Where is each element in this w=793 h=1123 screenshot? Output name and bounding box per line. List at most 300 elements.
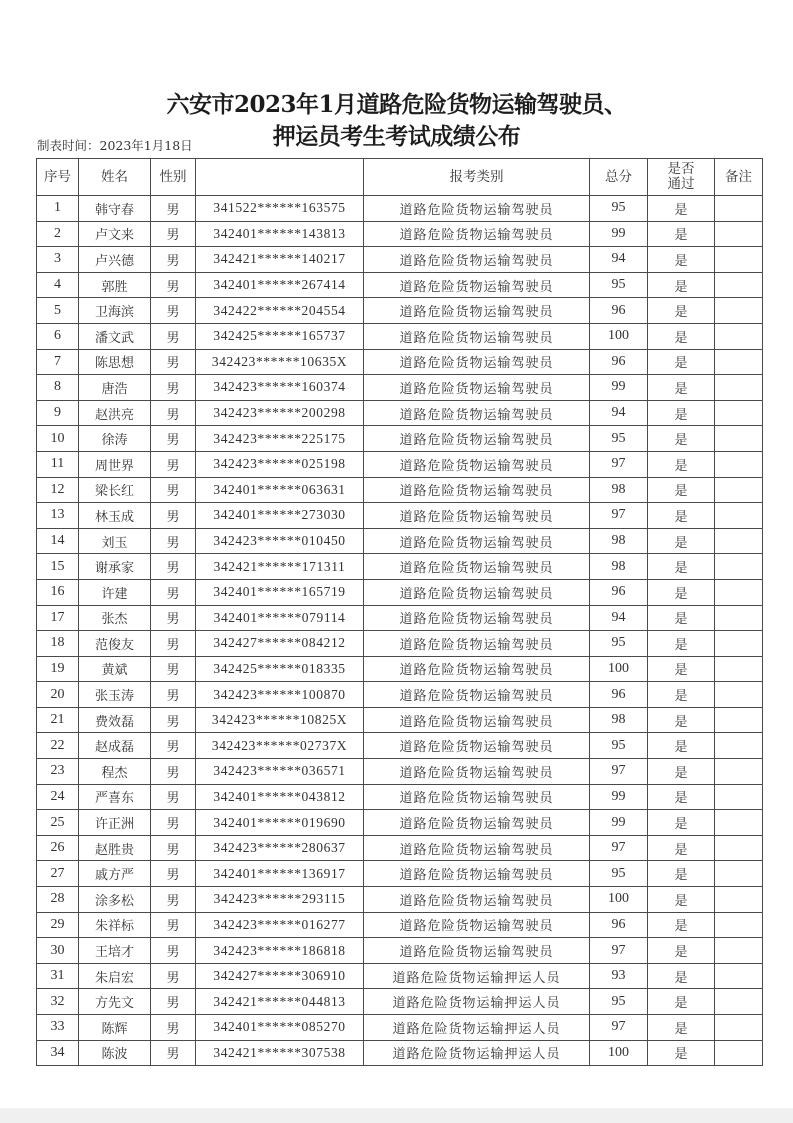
cell-category: 道路危险货物运输押运人员 [364, 1015, 590, 1041]
cell-category: 道路危险货物运输驾驶员 [364, 733, 590, 759]
table-row [37, 912, 763, 938]
cell-name: 潘文武 [79, 323, 151, 349]
cell-passed: 是 [648, 835, 715, 861]
cell-score: 95 [590, 733, 648, 759]
cell-remark [715, 477, 763, 503]
cell-passed: 是 [648, 579, 715, 605]
cell-score: 100 [590, 656, 648, 682]
cell-name: 黄斌 [79, 656, 151, 682]
cell-category: 道路危险货物运输押运人员 [364, 1040, 590, 1066]
cell-passed: 是 [648, 375, 715, 401]
table-row [37, 323, 763, 349]
table-row [37, 221, 763, 247]
cell-remark [715, 503, 763, 529]
cell-passed: 是 [648, 426, 715, 452]
cell-remark [715, 298, 763, 324]
table-row [37, 554, 763, 580]
cell-gender: 男 [151, 528, 196, 554]
cell-name: 戚方严 [79, 861, 151, 887]
cell-remark [715, 989, 763, 1015]
cell-category: 道路危险货物运输驾驶员 [364, 810, 590, 836]
table-row [37, 656, 763, 682]
cell-passed: 是 [648, 272, 715, 298]
cell-passed: 是 [648, 861, 715, 887]
cell-passed: 是 [648, 528, 715, 554]
cell-gender: 男 [151, 682, 196, 708]
cell-seq: 10 [37, 426, 79, 452]
cell-remark [715, 247, 763, 273]
cell-id: 342425******018335 [196, 656, 364, 682]
cell-seq: 28 [37, 887, 79, 913]
cell-seq: 3 [37, 247, 79, 273]
table-row [37, 784, 763, 810]
cell-remark [715, 605, 763, 631]
cell-id: 342401******063631 [196, 477, 364, 503]
cell-score: 95 [590, 426, 648, 452]
cell-remark [715, 835, 763, 861]
cell-passed: 是 [648, 247, 715, 273]
cell-score: 99 [590, 784, 648, 810]
cell-gender: 男 [151, 477, 196, 503]
cell-name: 张玉涛 [79, 682, 151, 708]
cell-passed: 是 [648, 682, 715, 708]
cell-name: 费效磊 [79, 707, 151, 733]
cell-seq: 13 [37, 503, 79, 529]
table-row [37, 631, 763, 657]
cell-id: 342423******293115 [196, 887, 364, 913]
cell-seq: 12 [37, 477, 79, 503]
cell-remark [715, 810, 763, 836]
cell-seq: 17 [37, 605, 79, 631]
cell-gender: 男 [151, 451, 196, 477]
cell-category: 道路危险货物运输驾驶员 [364, 451, 590, 477]
cell-passed: 是 [648, 1015, 715, 1041]
cell-name: 朱祥标 [79, 912, 151, 938]
cell-score: 96 [590, 298, 648, 324]
cell-seq: 31 [37, 963, 79, 989]
cell-passed: 是 [648, 554, 715, 580]
cell-passed: 是 [648, 733, 715, 759]
table-row [37, 375, 763, 401]
cell-score: 98 [590, 554, 648, 580]
cell-id: 342401******267414 [196, 272, 364, 298]
cell-score: 97 [590, 503, 648, 529]
header-category: 报考类别 [364, 159, 590, 196]
cell-gender: 男 [151, 733, 196, 759]
cell-score: 97 [590, 759, 648, 785]
cell-passed: 是 [648, 349, 715, 375]
cell-score: 98 [590, 477, 648, 503]
cell-score: 96 [590, 579, 648, 605]
cell-name: 梁长红 [79, 477, 151, 503]
table-row [37, 477, 763, 503]
table-row [37, 349, 763, 375]
cell-seq: 25 [37, 810, 79, 836]
cell-category: 道路危险货物运输驾驶员 [364, 503, 590, 529]
cell-id: 342401******019690 [196, 810, 364, 836]
cell-seq: 27 [37, 861, 79, 887]
cell-score: 96 [590, 682, 648, 708]
cell-id: 342423******100870 [196, 682, 364, 708]
table-row [37, 989, 763, 1015]
cell-seq: 14 [37, 528, 79, 554]
cell-remark [715, 323, 763, 349]
cell-category: 道路危险货物运输驾驶员 [364, 554, 590, 580]
cell-score: 97 [590, 938, 648, 964]
cell-name: 刘玉 [79, 528, 151, 554]
cell-passed: 是 [648, 784, 715, 810]
cell-id: 342401******085270 [196, 1015, 364, 1041]
cell-seq: 8 [37, 375, 79, 401]
cell-gender: 男 [151, 503, 196, 529]
cell-category: 道路危险货物运输驾驶员 [364, 835, 590, 861]
header-score: 总分 [590, 159, 648, 196]
cell-name: 林玉成 [79, 503, 151, 529]
cell-passed: 是 [648, 400, 715, 426]
cell-score: 93 [590, 963, 648, 989]
cell-name: 谢承家 [79, 554, 151, 580]
cell-id: 342427******306910 [196, 963, 364, 989]
cell-seq: 7 [37, 349, 79, 375]
cell-gender: 男 [151, 989, 196, 1015]
cell-category: 道路危险货物运输驾驶员 [364, 477, 590, 503]
cell-remark [715, 400, 763, 426]
table-row [37, 1015, 763, 1041]
table-body [37, 196, 763, 1066]
header-seq: 序号 [37, 159, 79, 196]
cell-seq: 1 [37, 196, 79, 222]
table-row [37, 528, 763, 554]
cell-score: 98 [590, 528, 648, 554]
cell-score: 97 [590, 451, 648, 477]
cell-seq: 6 [37, 323, 79, 349]
cell-seq: 18 [37, 631, 79, 657]
cell-passed: 是 [648, 605, 715, 631]
cell-gender: 男 [151, 323, 196, 349]
cell-score: 99 [590, 375, 648, 401]
cell-remark [715, 528, 763, 554]
cell-id: 342427******084212 [196, 631, 364, 657]
cell-passed: 是 [648, 707, 715, 733]
header-gender: 性别 [151, 159, 196, 196]
cell-gender: 男 [151, 861, 196, 887]
table-row [37, 1040, 763, 1066]
cell-gender: 男 [151, 221, 196, 247]
cell-category: 道路危险货物运输驾驶员 [364, 426, 590, 452]
cell-gender: 男 [151, 1040, 196, 1066]
cell-id: 342423******036571 [196, 759, 364, 785]
cell-gender: 男 [151, 707, 196, 733]
cell-passed: 是 [648, 989, 715, 1015]
cell-score: 97 [590, 1015, 648, 1041]
cell-remark [715, 759, 763, 785]
cell-category: 道路危险货物运输驾驶员 [364, 196, 590, 222]
cell-gender: 男 [151, 426, 196, 452]
cell-seq: 33 [37, 1015, 79, 1041]
cell-seq: 29 [37, 912, 79, 938]
cell-gender: 男 [151, 400, 196, 426]
cell-name: 赵洪亮 [79, 400, 151, 426]
table-row [37, 503, 763, 529]
table-row [37, 400, 763, 426]
cell-name: 卢文来 [79, 221, 151, 247]
cell-name: 陈思想 [79, 349, 151, 375]
cell-name: 赵成磊 [79, 733, 151, 759]
cell-score: 95 [590, 989, 648, 1015]
cell-seq: 11 [37, 451, 79, 477]
cell-name: 范俊友 [79, 631, 151, 657]
cell-category: 道路危险货物运输驾驶员 [364, 631, 590, 657]
cell-name: 韩守春 [79, 196, 151, 222]
cell-seq: 26 [37, 835, 79, 861]
table-row [37, 707, 763, 733]
cell-score: 98 [590, 707, 648, 733]
cell-passed: 是 [648, 298, 715, 324]
cell-score: 95 [590, 196, 648, 222]
header-passed-line2: 通过 [667, 176, 695, 192]
cell-gender: 男 [151, 631, 196, 657]
cell-name: 涂多松 [79, 887, 151, 913]
cell-id: 342421******171311 [196, 554, 364, 580]
cell-category: 道路危险货物运输驾驶员 [364, 221, 590, 247]
cell-score: 100 [590, 887, 648, 913]
cell-remark [715, 375, 763, 401]
header-passed [648, 159, 715, 196]
cell-remark [715, 221, 763, 247]
cell-id: 342423******010450 [196, 528, 364, 554]
cell-score: 95 [590, 861, 648, 887]
cell-passed: 是 [648, 759, 715, 785]
cell-score: 96 [590, 349, 648, 375]
cell-name: 徐涛 [79, 426, 151, 452]
cell-score: 99 [590, 221, 648, 247]
cell-score: 94 [590, 605, 648, 631]
cell-id: 341522******163575 [196, 196, 364, 222]
cell-passed: 是 [648, 503, 715, 529]
cell-gender: 男 [151, 605, 196, 631]
cell-seq: 30 [37, 938, 79, 964]
cell-passed: 是 [648, 477, 715, 503]
cell-remark [715, 707, 763, 733]
cell-name: 许建 [79, 579, 151, 605]
cell-category: 道路危险货物运输驾驶员 [364, 682, 590, 708]
cell-category: 道路危险货物运输驾驶员 [364, 759, 590, 785]
cell-id: 342423******02737X [196, 733, 364, 759]
cell-seq: 22 [37, 733, 79, 759]
cell-passed: 是 [648, 963, 715, 989]
cell-category: 道路危险货物运输驾驶员 [364, 605, 590, 631]
cell-category: 道路危险货物运输驾驶员 [364, 912, 590, 938]
cell-seq: 32 [37, 989, 79, 1015]
cell-id: 342423******280637 [196, 835, 364, 861]
table-row [37, 938, 763, 964]
cell-name: 方先文 [79, 989, 151, 1015]
cell-id: 342421******307538 [196, 1040, 364, 1066]
cell-gender: 男 [151, 656, 196, 682]
table-row [37, 451, 763, 477]
cell-name: 朱启宏 [79, 963, 151, 989]
cell-id: 342401******273030 [196, 503, 364, 529]
cell-gender: 男 [151, 554, 196, 580]
cell-gender: 男 [151, 247, 196, 273]
cell-gender: 男 [151, 938, 196, 964]
cell-remark [715, 196, 763, 222]
cell-category: 道路危险货物运输驾驶员 [364, 349, 590, 375]
cell-remark [715, 554, 763, 580]
cell-seq: 21 [37, 707, 79, 733]
cell-score: 100 [590, 323, 648, 349]
table-row [37, 605, 763, 631]
cell-category: 道路危险货物运输驾驶员 [364, 375, 590, 401]
cell-remark [715, 682, 763, 708]
cell-remark [715, 861, 763, 887]
cell-name: 张杰 [79, 605, 151, 631]
cell-remark [715, 579, 763, 605]
cell-name: 赵胜贵 [79, 835, 151, 861]
cell-category: 道路危险货物运输驾驶员 [364, 272, 590, 298]
cell-score: 95 [590, 272, 648, 298]
cell-remark [715, 733, 763, 759]
table-row [37, 682, 763, 708]
cell-seq: 2 [37, 221, 79, 247]
cell-category: 道路危险货物运输驾驶员 [364, 887, 590, 913]
cell-passed: 是 [648, 912, 715, 938]
cell-passed: 是 [648, 810, 715, 836]
cell-remark [715, 451, 763, 477]
header-name: 姓名 [79, 159, 151, 196]
header-row [37, 159, 763, 196]
cell-category: 道路危险货物运输押运人员 [364, 989, 590, 1015]
cell-passed: 是 [648, 938, 715, 964]
cell-gender: 男 [151, 784, 196, 810]
made-time: 制表时间：2023年1月18日 [37, 138, 193, 153]
cell-gender: 男 [151, 298, 196, 324]
cell-name: 陈辉 [79, 1015, 151, 1041]
cell-id: 342423******016277 [196, 912, 364, 938]
cell-name: 郭胜 [79, 272, 151, 298]
cell-passed: 是 [648, 221, 715, 247]
cell-id: 342421******044813 [196, 989, 364, 1015]
cell-passed: 是 [648, 196, 715, 222]
cell-gender: 男 [151, 375, 196, 401]
cell-passed: 是 [648, 323, 715, 349]
cell-remark [715, 1040, 763, 1066]
page-title-line-1: 六安市2023年1月道路危险货物运输驾驶员、 [166, 91, 627, 118]
cell-passed: 是 [648, 1040, 715, 1066]
cell-id: 342425******165737 [196, 323, 364, 349]
cell-remark [715, 938, 763, 964]
table-row [37, 426, 763, 452]
cell-name: 卢兴德 [79, 247, 151, 273]
cell-remark [715, 656, 763, 682]
cell-passed: 是 [648, 656, 715, 682]
cell-seq: 19 [37, 656, 79, 682]
cell-seq: 34 [37, 1040, 79, 1066]
cell-id: 342423******10635X [196, 349, 364, 375]
cell-remark [715, 426, 763, 452]
table-row [37, 963, 763, 989]
cell-seq: 15 [37, 554, 79, 580]
cell-id: 342423******10825X [196, 707, 364, 733]
cell-gender: 男 [151, 349, 196, 375]
cell-category: 道路危险货物运输驾驶员 [364, 656, 590, 682]
cell-id: 342401******079114 [196, 605, 364, 631]
cell-category: 道路危险货物运输驾驶员 [364, 323, 590, 349]
table-row [37, 298, 763, 324]
cell-seq: 16 [37, 579, 79, 605]
cell-score: 99 [590, 810, 648, 836]
cell-category: 道路危险货物运输驾驶员 [364, 579, 590, 605]
table-row [37, 810, 763, 836]
table-row [37, 579, 763, 605]
cell-gender: 男 [151, 579, 196, 605]
cell-id: 342423******200298 [196, 400, 364, 426]
cell-category: 道路危险货物运输驾驶员 [364, 298, 590, 324]
cell-seq: 5 [37, 298, 79, 324]
cell-score: 96 [590, 912, 648, 938]
cell-remark [715, 784, 763, 810]
header-remark: 备注 [715, 159, 763, 196]
cell-name: 许正洲 [79, 810, 151, 836]
cell-category: 道路危险货物运输驾驶员 [364, 528, 590, 554]
table-row [37, 733, 763, 759]
cell-gender: 男 [151, 912, 196, 938]
cell-category: 道路危险货物运输驾驶员 [364, 784, 590, 810]
cell-gender: 男 [151, 963, 196, 989]
cell-id: 342422******204554 [196, 298, 364, 324]
cell-id: 342421******140217 [196, 247, 364, 273]
cell-gender: 男 [151, 810, 196, 836]
cell-score: 95 [590, 631, 648, 657]
cell-id: 342423******225175 [196, 426, 364, 452]
cell-seq: 20 [37, 682, 79, 708]
cell-remark [715, 272, 763, 298]
cell-category: 道路危险货物运输驾驶员 [364, 938, 590, 964]
table-row [37, 247, 763, 273]
cell-name: 严喜东 [79, 784, 151, 810]
cell-id: 342401******136917 [196, 861, 364, 887]
cell-seq: 24 [37, 784, 79, 810]
table-row [37, 759, 763, 785]
cell-remark [715, 887, 763, 913]
cell-passed: 是 [648, 451, 715, 477]
cell-id: 342423******025198 [196, 451, 364, 477]
cell-category: 道路危险货物运输驾驶员 [364, 861, 590, 887]
cell-name: 陈波 [79, 1040, 151, 1066]
cell-remark [715, 631, 763, 657]
cell-category: 道路危险货物运输驾驶员 [364, 400, 590, 426]
cell-score: 94 [590, 400, 648, 426]
cell-category: 道路危险货物运输驾驶员 [364, 707, 590, 733]
cell-seq: 9 [37, 400, 79, 426]
cell-gender: 男 [151, 272, 196, 298]
cell-gender: 男 [151, 759, 196, 785]
cell-remark [715, 963, 763, 989]
cell-score: 94 [590, 247, 648, 273]
header-id [196, 159, 364, 196]
cell-name: 唐浩 [79, 375, 151, 401]
cell-category: 道路危险货物运输驾驶员 [364, 247, 590, 273]
scan-edge [0, 1108, 793, 1123]
table-row [37, 861, 763, 887]
cell-seq: 4 [37, 272, 79, 298]
cell-passed: 是 [648, 887, 715, 913]
cell-name: 周世界 [79, 451, 151, 477]
page-title-line-2: 押运员考生考试成绩公布 [272, 123, 521, 150]
cell-id: 342423******160374 [196, 375, 364, 401]
cell-name: 卫海滨 [79, 298, 151, 324]
results-table [36, 158, 763, 1066]
